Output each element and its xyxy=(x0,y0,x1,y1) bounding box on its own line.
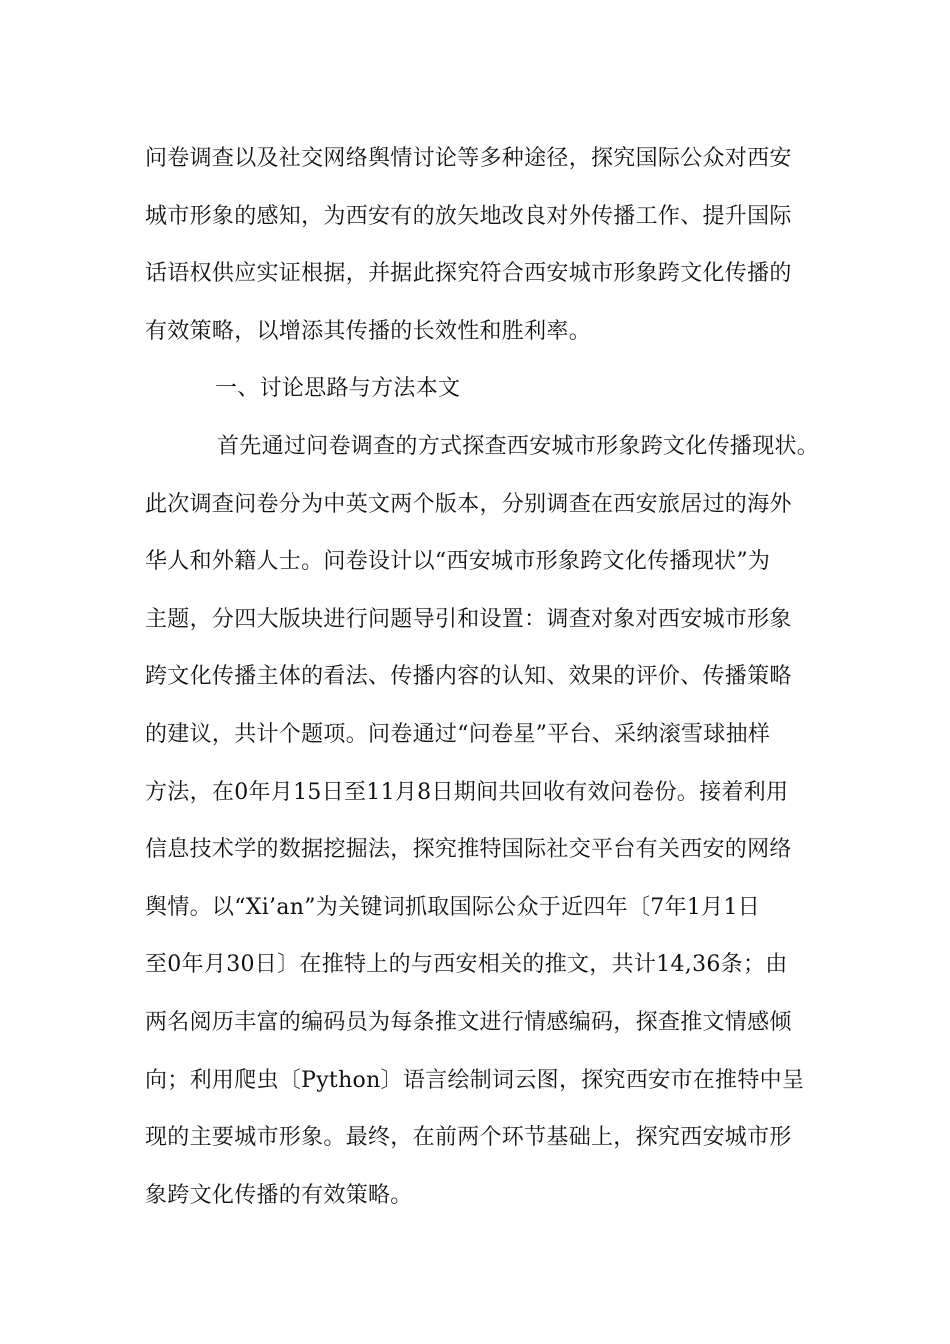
paragraph-line: 话语权供应实证根据，并据此探究符合西安城市形象跨文化传播的 xyxy=(145,261,792,287)
paragraph-line: 城市形象的感知，为西安有的放矢地改良对外传播工作、提升国际 xyxy=(145,203,792,229)
paragraph-line: 主题，分四大版块进行问题导引和设置：调查对象对西安城市形象 xyxy=(145,606,792,632)
paragraph-line: 向；利用爬虫〔Python〕语言绘制词云图，探究西安市在推特中呈 xyxy=(145,1067,805,1093)
paragraph-line: 舆情。以“Xi’an”为关键词抓取国际公众于近四年〔7年1月1日 xyxy=(145,894,761,920)
paragraph-line: 信息技术学的数据挖掘法，探究推特国际社交平台有关西安的网络 xyxy=(145,837,792,863)
paragraph-line: 有效策略，以增添其传播的长效性和胜利率。 xyxy=(145,318,592,344)
paragraph-line: 两名阅历丰富的编码员为每条推文进行情感编码，探查推文情感倾 xyxy=(145,1009,792,1035)
paragraph-line: 首先通过问卷调查的方式探查西安城市形象跨文化传播现状。 xyxy=(217,433,820,459)
section-heading: 一、讨论思路与方法本文 xyxy=(215,376,461,402)
paragraph-line: 方法，在0年月15日至11月8日期间共回收有效问卷份。接着利用 xyxy=(145,779,789,805)
paragraph-line: 此次调查问卷分为中英文两个版本，分别调查在西安旅居过的海外 xyxy=(145,491,792,517)
paragraph-line: 现的主要城市形象。最终，在前两个环节基础上，探究西安城市形 xyxy=(145,1125,792,1151)
paragraph-line: 的建议，共计个题项。问卷通过“问卷星”平台、采纳滚雪球抽样 xyxy=(145,721,771,747)
paragraph-line: 象跨文化传播的有效策略。 xyxy=(145,1182,413,1208)
paragraph-line: 华人和外籍人士。问卷设计以“西安城市形象跨文化传播现状”为 xyxy=(145,549,771,575)
paragraph-line: 至0年月30日〕在推特上的与西安相关的推文，共计14,36条；由 xyxy=(145,952,788,978)
body-text xyxy=(145,130,825,1224)
paragraph-line: 问卷调查以及社交网络舆情讨论等多种途径，探究国际公众对西安 xyxy=(145,146,792,171)
paragraph-line: 跨文化传播主体的看法、传播内容的认知、效果的评价、传播策略 xyxy=(145,664,792,690)
